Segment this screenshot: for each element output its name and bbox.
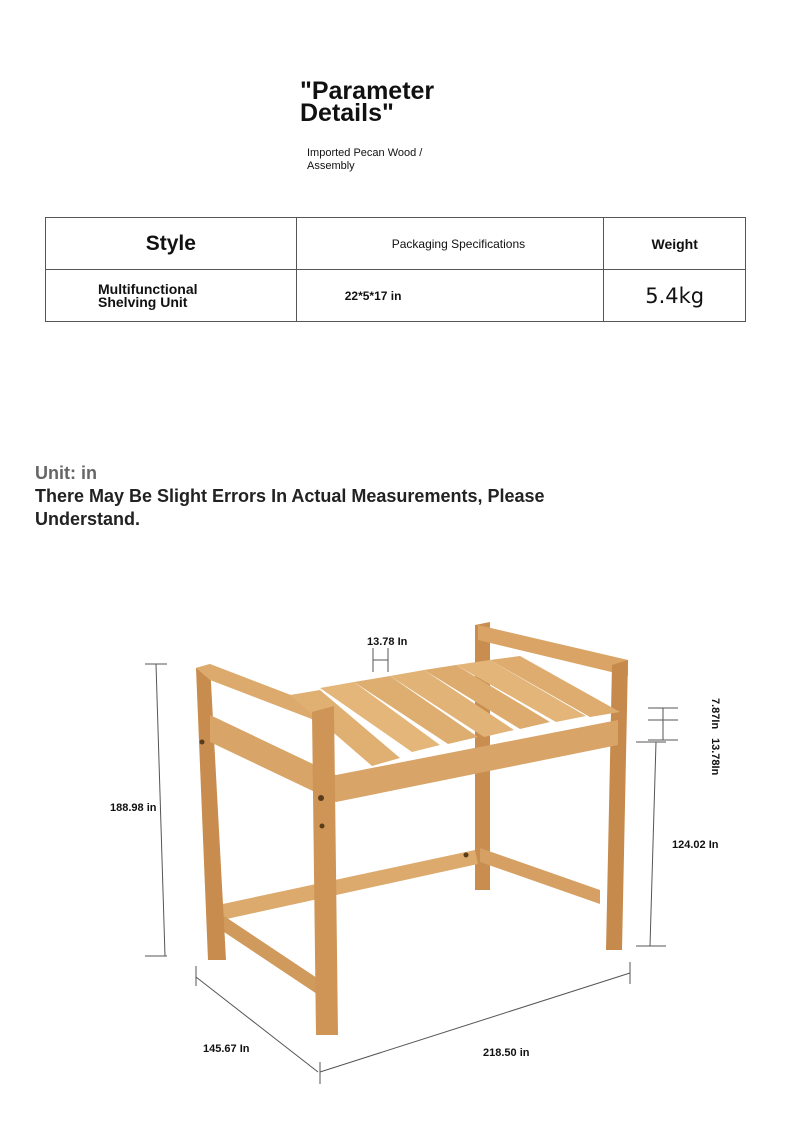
screw xyxy=(318,795,324,801)
value-packaging: 22*5*17 in xyxy=(296,270,604,322)
shelf-illustration xyxy=(196,622,628,1035)
measurement-note: There May Be Slight Errors In Actual Measurements, Please Understand. xyxy=(35,486,545,529)
depth-label: 145.67 In xyxy=(203,1043,250,1055)
back-left-post xyxy=(196,664,226,960)
shelf-height-label: 124.02 In xyxy=(672,839,719,851)
header-packaging: Packaging Specifications xyxy=(296,218,604,270)
screw xyxy=(464,853,469,858)
total-height-label: 188.98 in xyxy=(110,802,157,814)
header-style: Style xyxy=(46,218,297,270)
front-right-post xyxy=(606,660,628,950)
header-weight: Weight xyxy=(604,218,746,270)
slat-width-label: 13.78 In xyxy=(367,636,408,648)
back-lower-stretcher xyxy=(218,850,478,920)
front-left-post xyxy=(312,706,338,1035)
width-label: 218.50 in xyxy=(483,1047,530,1059)
page-title: "Parameter Details" xyxy=(300,77,435,127)
left-lower-stretcher xyxy=(218,912,320,996)
screw xyxy=(320,824,325,829)
unit-label: Unit: in xyxy=(35,463,97,483)
material-subtitle: Imported Pecan Wood / Assembly xyxy=(307,147,423,172)
style-text: Multifunctional Shelving Unit xyxy=(98,280,198,310)
side-mid-label: 13.78In xyxy=(709,738,721,776)
value-weight: 5.4kg xyxy=(604,270,746,322)
side-small-label: 7.87In xyxy=(709,698,721,730)
screw xyxy=(200,740,205,745)
right-lower-stretcher xyxy=(480,848,600,904)
